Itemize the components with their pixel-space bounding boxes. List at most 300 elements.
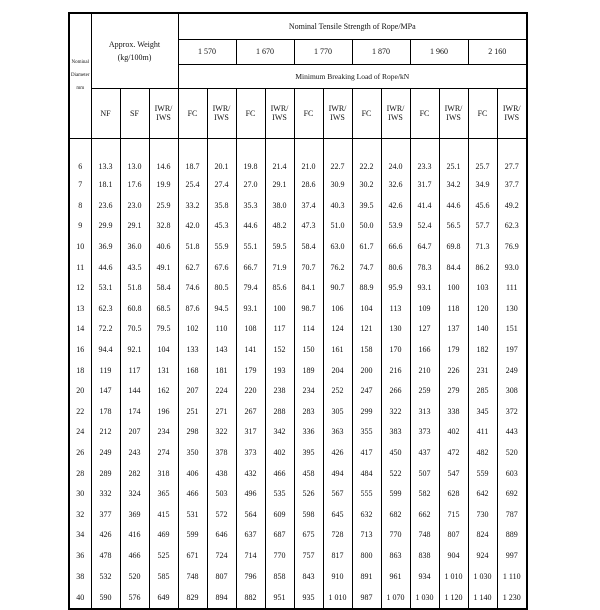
cell-load-2160-fc: 642 (468, 483, 497, 504)
cell-load-1870-iwr: 961 (381, 566, 410, 587)
cell-load-1960-iwr: 44.6 (439, 195, 468, 216)
cell-weight-sf: 60.8 (120, 298, 149, 319)
cell-weight-sf: 23.0 (120, 195, 149, 216)
cell-load-2160-fc: 559 (468, 463, 497, 484)
cell-load-1670-fc: 55.1 (236, 236, 265, 257)
cell-weight-iwr: 525 (149, 545, 178, 566)
cell-load-1960-fc: 64.7 (410, 236, 439, 257)
cell-load-1670-fc: 44.6 (236, 216, 265, 237)
cell-weight-sf: 576 (120, 586, 149, 609)
wire-rope-spec-table (68, 12, 528, 610)
cell-load-2160-iwr: 889 (497, 525, 527, 546)
cell-diameter: 8 (69, 195, 91, 216)
cell-weight-nf: 249 (91, 442, 120, 463)
cell-load-1670-iwr: 100 (265, 298, 294, 319)
cell-load-1770-fc: 47.3 (294, 216, 323, 237)
cell-weight-nf: 289 (91, 463, 120, 484)
cell-load-1570-fc: 251 (178, 401, 207, 422)
cell-load-1570-fc: 829 (178, 586, 207, 609)
cell-load-1960-fc: 748 (410, 525, 439, 546)
cell-weight-sf: 29.1 (120, 216, 149, 237)
cell-diameter: 16 (69, 339, 91, 360)
cell-load-1870-fc: 247 (352, 380, 381, 401)
cell-load-2160-fc: 1 140 (468, 586, 497, 609)
cell-load-2160-fc: 34.9 (468, 175, 497, 196)
cell-load-1960-iwr: 472 (439, 442, 468, 463)
cell-load-1870-fc: 121 (352, 319, 381, 340)
cell-diameter: 24 (69, 422, 91, 443)
cell-load-1960-fc: 109 (410, 298, 439, 319)
cell-load-1670-fc: 79.4 (236, 277, 265, 298)
cell-weight-iwr: 131 (149, 360, 178, 381)
cell-load-1670-iwr: 29.1 (265, 175, 294, 196)
cell-load-2160-iwr: 37.7 (497, 175, 527, 196)
cell-load-1960-iwr: 179 (439, 339, 468, 360)
cell-load-1960-fc: 52.4 (410, 216, 439, 237)
table-row (69, 586, 527, 609)
cell-load-1960-fc: 437 (410, 442, 439, 463)
cell-load-2160-fc: 824 (468, 525, 497, 546)
cell-load-1570-fc: 33.2 (178, 195, 207, 216)
cell-load-1770-iwr: 40.3 (323, 195, 352, 216)
cell-load-1770-fc: 935 (294, 586, 323, 609)
cell-load-1770-fc: 37.4 (294, 195, 323, 216)
cell-load-2160-iwr: 520 (497, 442, 527, 463)
cell-load-1670-iwr: 609 (265, 504, 294, 525)
cell-load-1570-fc: 466 (178, 483, 207, 504)
cell-load-1870-fc: 104 (352, 298, 381, 319)
cell-load-2160-iwr: 76.9 (497, 236, 527, 257)
cell-diameter: 6 (69, 138, 91, 175)
cell-weight-sf: 43.5 (120, 257, 149, 278)
cell-load-1770-fc: 675 (294, 525, 323, 546)
cell-load-1960-fc: 507 (410, 463, 439, 484)
cell-weight-nf: 94.4 (91, 339, 120, 360)
cell-weight-iwr: 25.9 (149, 195, 178, 216)
cell-weight-nf: 532 (91, 566, 120, 587)
cell-load-1960-iwr: 1 120 (439, 586, 468, 609)
cell-load-1670-fc: 317 (236, 422, 265, 443)
cell-load-1670-iwr: 535 (265, 483, 294, 504)
cell-load-1670-fc: 882 (236, 586, 265, 609)
cell-load-1960-fc: 313 (410, 401, 439, 422)
table-row (69, 175, 527, 196)
table-row (69, 525, 527, 546)
cell-load-1870-fc: 713 (352, 525, 381, 546)
table-row (69, 360, 527, 381)
cell-load-2160-iwr: 997 (497, 545, 527, 566)
cell-weight-sf: 243 (120, 442, 149, 463)
cell-load-1570-fc: 599 (178, 525, 207, 546)
cell-load-1870-iwr: 53.9 (381, 216, 410, 237)
cell-load-1670-iwr: 85.6 (265, 277, 294, 298)
cell-load-2160-iwr: 1 110 (497, 566, 527, 587)
cell-load-1570-fc: 406 (178, 463, 207, 484)
cell-load-1960-iwr: 279 (439, 380, 468, 401)
cell-load-2160-fc: 25.7 (468, 138, 497, 175)
cell-load-2160-iwr: 1 230 (497, 586, 527, 609)
cell-load-2160-fc: 285 (468, 380, 497, 401)
cell-load-1570-iwr: 67.6 (207, 257, 236, 278)
cell-load-1670-fc: 496 (236, 483, 265, 504)
table-row (69, 138, 527, 175)
cell-load-1770-iwr: 305 (323, 401, 352, 422)
cell-load-1570-fc: 42.0 (178, 216, 207, 237)
cell-load-1670-iwr: 21.4 (265, 138, 294, 175)
cell-load-2160-iwr: 249 (497, 360, 527, 381)
cell-weight-sf: 17.6 (120, 175, 149, 196)
cell-weight-nf: 23.6 (91, 195, 120, 216)
cell-load-1870-iwr: 322 (381, 401, 410, 422)
cell-weight-sf: 282 (120, 463, 149, 484)
cell-load-1960-iwr: 118 (439, 298, 468, 319)
cell-load-1570-fc: 531 (178, 504, 207, 525)
cell-load-1870-fc: 50.0 (352, 216, 381, 237)
cell-weight-iwr: 234 (149, 422, 178, 443)
table-body (69, 138, 527, 609)
cell-diameter: 14 (69, 319, 91, 340)
cell-load-2160-iwr: 62.3 (497, 216, 527, 237)
cell-load-2160-iwr: 93.0 (497, 257, 527, 278)
table-row (69, 442, 527, 463)
cell-load-1960-fc: 31.7 (410, 175, 439, 196)
subcol-fc: FC (468, 88, 497, 138)
cell-load-1870-iwr: 80.6 (381, 257, 410, 278)
cell-load-1570-iwr: 94.5 (207, 298, 236, 319)
cell-load-2160-fc: 103 (468, 277, 497, 298)
cell-load-1570-iwr: 20.1 (207, 138, 236, 175)
grade-1670: 1 670 (236, 39, 294, 64)
cell-load-1960-iwr: 807 (439, 525, 468, 546)
cell-weight-iwr: 196 (149, 401, 178, 422)
cell-load-1960-iwr: 56.5 (439, 216, 468, 237)
cell-weight-sf: 117 (120, 360, 149, 381)
cell-load-1770-iwr: 30.9 (323, 175, 352, 196)
cell-load-1670-fc: 93.1 (236, 298, 265, 319)
cell-diameter: 34 (69, 525, 91, 546)
cell-load-1570-iwr: 181 (207, 360, 236, 381)
cell-load-1770-fc: 189 (294, 360, 323, 381)
cell-load-1960-fc: 166 (410, 339, 439, 360)
subcol-iwr: IWR/ IWS (207, 88, 236, 138)
cell-load-1770-fc: 21.0 (294, 138, 323, 175)
cell-load-2160-fc: 924 (468, 545, 497, 566)
cell-load-1670-fc: 179 (236, 360, 265, 381)
cell-load-1960-iwr: 25.1 (439, 138, 468, 175)
cell-load-1670-fc: 220 (236, 380, 265, 401)
cell-load-1570-iwr: 894 (207, 586, 236, 609)
cell-load-1870-fc: 88.9 (352, 277, 381, 298)
cell-load-1960-fc: 93.1 (410, 277, 439, 298)
cell-diameter: 20 (69, 380, 91, 401)
cell-load-1960-fc: 582 (410, 483, 439, 504)
cell-load-1570-fc: 62.7 (178, 257, 207, 278)
cell-weight-iwr: 162 (149, 380, 178, 401)
cell-load-1670-iwr: 238 (265, 380, 294, 401)
cell-load-1960-iwr: 547 (439, 463, 468, 484)
cell-load-2160-iwr: 151 (497, 319, 527, 340)
cell-load-1870-fc: 30.2 (352, 175, 381, 196)
cell-weight-iwr: 469 (149, 525, 178, 546)
cell-load-1570-fc: 298 (178, 422, 207, 443)
cell-load-1960-fc: 662 (410, 504, 439, 525)
cell-weight-iwr: 415 (149, 504, 178, 525)
cell-load-1770-iwr: 728 (323, 525, 352, 546)
cell-load-1770-fc: 336 (294, 422, 323, 443)
cell-diameter: 28 (69, 463, 91, 484)
cell-load-1570-iwr: 807 (207, 566, 236, 587)
cell-load-2160-iwr: 130 (497, 298, 527, 319)
cell-load-1870-fc: 299 (352, 401, 381, 422)
cell-load-1870-fc: 484 (352, 463, 381, 484)
grade-1870: 1 870 (352, 39, 410, 64)
cell-load-1960-iwr: 1 010 (439, 566, 468, 587)
cell-load-2160-iwr: 27.7 (497, 138, 527, 175)
cell-load-1870-fc: 632 (352, 504, 381, 525)
tensile-strength-header: Nominal Tensile Strength of Rope/MPa (178, 13, 527, 39)
cell-weight-nf: 426 (91, 525, 120, 546)
cell-diameter: 22 (69, 401, 91, 422)
cell-weight-nf: 13.3 (91, 138, 120, 175)
grade-1770: 1 770 (294, 39, 352, 64)
cell-load-1770-fc: 98.7 (294, 298, 323, 319)
cell-diameter: 26 (69, 442, 91, 463)
cell-load-1670-iwr: 193 (265, 360, 294, 381)
cell-load-1870-iwr: 682 (381, 504, 410, 525)
cell-load-1670-fc: 714 (236, 545, 265, 566)
cell-load-1960-fc: 1 030 (410, 586, 439, 609)
cell-load-2160-fc: 57.7 (468, 216, 497, 237)
cell-load-1870-fc: 158 (352, 339, 381, 360)
cell-load-1570-iwr: 27.4 (207, 175, 236, 196)
cell-load-1960-fc: 838 (410, 545, 439, 566)
cell-load-2160-fc: 71.3 (468, 236, 497, 257)
cell-load-1670-iwr: 152 (265, 339, 294, 360)
cell-load-1570-fc: 18.7 (178, 138, 207, 175)
cell-load-1770-iwr: 645 (323, 504, 352, 525)
cell-load-1570-iwr: 322 (207, 422, 236, 443)
cell-load-1960-fc: 259 (410, 380, 439, 401)
cell-weight-sf: 416 (120, 525, 149, 546)
cell-load-1670-iwr: 858 (265, 566, 294, 587)
cell-load-1960-fc: 934 (410, 566, 439, 587)
min-breaking-load-header: Minimum Breaking Load of Rope/kN (178, 64, 527, 88)
cell-load-1570-iwr: 143 (207, 339, 236, 360)
cell-weight-iwr: 40.6 (149, 236, 178, 257)
cell-weight-sf: 520 (120, 566, 149, 587)
cell-load-1570-fc: 102 (178, 319, 207, 340)
subcol-iwr: IWR/ IWS (265, 88, 294, 138)
cell-load-2160-fc: 231 (468, 360, 497, 381)
cell-load-1770-fc: 526 (294, 483, 323, 504)
cell-weight-sf: 466 (120, 545, 149, 566)
cell-weight-nf: 147 (91, 380, 120, 401)
cell-weight-nf: 29.9 (91, 216, 120, 237)
cell-weight-iwr: 585 (149, 566, 178, 587)
subcol-nf: NF (91, 88, 120, 138)
cell-load-2160-iwr: 692 (497, 483, 527, 504)
cell-load-1770-iwr: 22.7 (323, 138, 352, 175)
cell-weight-iwr: 104 (149, 339, 178, 360)
cell-load-2160-iwr: 111 (497, 277, 527, 298)
cell-weight-nf: 212 (91, 422, 120, 443)
cell-load-1770-fc: 70.7 (294, 257, 323, 278)
cell-load-1870-fc: 800 (352, 545, 381, 566)
cell-load-1570-iwr: 646 (207, 525, 236, 546)
subcol-fc: FC (178, 88, 207, 138)
cell-load-1570-fc: 87.6 (178, 298, 207, 319)
cell-load-1770-fc: 234 (294, 380, 323, 401)
grade-2160: 2 160 (468, 39, 527, 64)
cell-load-1870-iwr: 522 (381, 463, 410, 484)
cell-load-1670-fc: 141 (236, 339, 265, 360)
cell-load-1570-iwr: 572 (207, 504, 236, 525)
cell-load-1570-fc: 51.8 (178, 236, 207, 257)
cell-load-1770-iwr: 63.0 (323, 236, 352, 257)
cell-load-1770-iwr: 204 (323, 360, 352, 381)
subcol-fc: FC (352, 88, 381, 138)
table-row (69, 319, 527, 340)
cell-weight-iwr: 19.9 (149, 175, 178, 196)
cell-load-2160-fc: 45.6 (468, 195, 497, 216)
subcol-fc: FC (236, 88, 265, 138)
cell-load-1670-fc: 27.0 (236, 175, 265, 196)
cell-load-1570-fc: 207 (178, 380, 207, 401)
cell-load-1960-iwr: 715 (439, 504, 468, 525)
cell-weight-iwr: 49.1 (149, 257, 178, 278)
subcol-fc: FC (410, 88, 439, 138)
cell-load-1570-iwr: 45.3 (207, 216, 236, 237)
cell-load-1960-fc: 41.4 (410, 195, 439, 216)
cell-weight-sf: 51.8 (120, 277, 149, 298)
cell-weight-nf: 72.2 (91, 319, 120, 340)
cell-load-1870-iwr: 1 070 (381, 586, 410, 609)
cell-load-1670-iwr: 951 (265, 586, 294, 609)
cell-load-1770-fc: 114 (294, 319, 323, 340)
cell-load-1870-iwr: 266 (381, 380, 410, 401)
table-row (69, 463, 527, 484)
cell-load-1870-iwr: 383 (381, 422, 410, 443)
cell-load-1570-iwr: 271 (207, 401, 236, 422)
cell-load-1670-iwr: 59.5 (265, 236, 294, 257)
cell-load-1570-fc: 168 (178, 360, 207, 381)
cell-load-1870-fc: 987 (352, 586, 381, 609)
cell-load-1570-iwr: 438 (207, 463, 236, 484)
cell-load-1770-iwr: 161 (323, 339, 352, 360)
cell-load-2160-iwr: 308 (497, 380, 527, 401)
cell-load-1570-fc: 350 (178, 442, 207, 463)
cell-load-2160-iwr: 49.2 (497, 195, 527, 216)
cell-load-1870-iwr: 32.6 (381, 175, 410, 196)
cell-load-1960-iwr: 69.8 (439, 236, 468, 257)
cell-load-1670-fc: 108 (236, 319, 265, 340)
cell-load-2160-fc: 411 (468, 422, 497, 443)
cell-load-1670-iwr: 288 (265, 401, 294, 422)
cell-load-1770-iwr: 124 (323, 319, 352, 340)
cell-load-1570-iwr: 110 (207, 319, 236, 340)
cell-weight-nf: 53.1 (91, 277, 120, 298)
subcol-sf: SF (120, 88, 149, 138)
cell-load-1960-iwr: 402 (439, 422, 468, 443)
cell-weight-nf: 590 (91, 586, 120, 609)
cell-load-1870-fc: 74.7 (352, 257, 381, 278)
cell-diameter: 36 (69, 545, 91, 566)
table-row (69, 566, 527, 587)
cell-diameter: 11 (69, 257, 91, 278)
cell-weight-iwr: 318 (149, 463, 178, 484)
cell-weight-nf: 377 (91, 504, 120, 525)
cell-diameter: 13 (69, 298, 91, 319)
cell-load-2160-iwr: 372 (497, 401, 527, 422)
cell-load-2160-fc: 182 (468, 339, 497, 360)
cell-load-1670-fc: 19.8 (236, 138, 265, 175)
cell-load-1770-fc: 395 (294, 442, 323, 463)
table-row (69, 277, 527, 298)
cell-weight-sf: 207 (120, 422, 149, 443)
cell-load-1670-fc: 564 (236, 504, 265, 525)
cell-load-1960-iwr: 84.4 (439, 257, 468, 278)
subcol-iwr: IWR/ IWS (497, 88, 527, 138)
cell-weight-nf: 18.1 (91, 175, 120, 196)
cell-load-1670-fc: 637 (236, 525, 265, 546)
cell-load-2160-fc: 482 (468, 442, 497, 463)
cell-load-1770-fc: 28.6 (294, 175, 323, 196)
table-row (69, 236, 527, 257)
cell-load-2160-fc: 1 030 (468, 566, 497, 587)
cell-weight-iwr: 274 (149, 442, 178, 463)
cell-load-1960-fc: 210 (410, 360, 439, 381)
subcol-fc: FC (294, 88, 323, 138)
cell-load-1960-iwr: 628 (439, 483, 468, 504)
cell-load-1870-fc: 61.7 (352, 236, 381, 257)
cell-load-1770-fc: 283 (294, 401, 323, 422)
table-row (69, 545, 527, 566)
cell-load-1670-iwr: 770 (265, 545, 294, 566)
cell-load-2160-fc: 140 (468, 319, 497, 340)
cell-load-1570-fc: 748 (178, 566, 207, 587)
cell-load-1770-iwr: 1 010 (323, 586, 352, 609)
cell-weight-iwr: 68.5 (149, 298, 178, 319)
table-row (69, 339, 527, 360)
cell-load-1670-iwr: 342 (265, 422, 294, 443)
cell-load-1870-iwr: 66.6 (381, 236, 410, 257)
cell-load-1770-fc: 757 (294, 545, 323, 566)
subcol-iwr: IWR/ IWS (381, 88, 410, 138)
cell-load-1770-fc: 150 (294, 339, 323, 360)
cell-weight-iwr: 58.4 (149, 277, 178, 298)
cell-load-1870-fc: 891 (352, 566, 381, 587)
table-row (69, 422, 527, 443)
cell-weight-sf: 13.0 (120, 138, 149, 175)
cell-weight-nf: 36.9 (91, 236, 120, 257)
cell-weight-nf: 332 (91, 483, 120, 504)
cell-load-1670-fc: 796 (236, 566, 265, 587)
cell-load-1670-fc: 66.7 (236, 257, 265, 278)
cell-load-2160-iwr: 787 (497, 504, 527, 525)
cell-load-2160-fc: 345 (468, 401, 497, 422)
cell-load-1570-iwr: 55.9 (207, 236, 236, 257)
cell-weight-sf: 36.0 (120, 236, 149, 257)
cell-load-1870-iwr: 599 (381, 483, 410, 504)
cell-load-1870-iwr: 24.0 (381, 138, 410, 175)
cell-load-1670-iwr: 466 (265, 463, 294, 484)
cell-load-1570-iwr: 224 (207, 380, 236, 401)
cell-load-1870-fc: 555 (352, 483, 381, 504)
nominal-diameter-header: Nominal Diameter mm (69, 13, 91, 138)
cell-load-1570-iwr: 80.5 (207, 277, 236, 298)
cell-diameter: 12 (69, 277, 91, 298)
cell-load-1960-iwr: 226 (439, 360, 468, 381)
